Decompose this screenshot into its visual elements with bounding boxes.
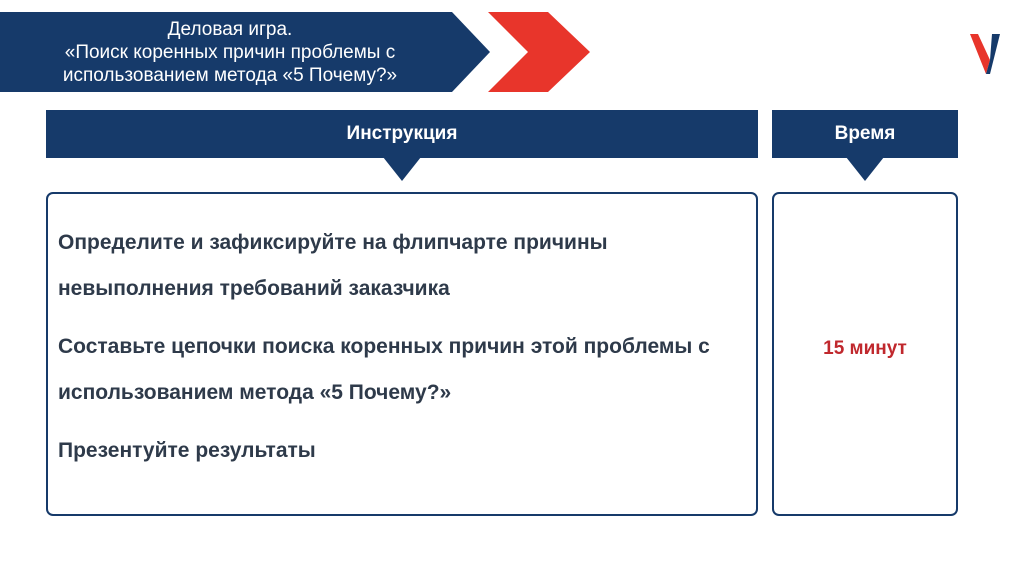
time-box [772,192,958,516]
instruction-item: Презентуйте результаты [58,439,316,462]
arrow-down-icon [846,157,884,183]
time-header [772,110,958,158]
red-chevron-icon [488,12,592,92]
page-title [0,12,460,92]
time-value: 15 минут [823,338,907,359]
title-line-1: Деловая игра. [167,18,293,40]
title-line-3: использованием метода «5 Почему?» [62,64,398,86]
instruction-item: Составьте цепочки поиска коренных причин этой проблемы с использованием метода «5 Почему?» [58,335,710,404]
title-banner [0,12,490,92]
title-line-2: «Поиск коренных причин проблемы с [64,41,396,63]
instruction-item: Определите и зафиксируйте на флипчарте причины невыполнения требований заказчика [58,231,608,300]
instruction-box [46,192,758,516]
logo-icon [966,30,1006,78]
time-header-label: Время [834,123,896,144]
arrow-down-icon [383,157,421,183]
instruction-header [46,110,758,158]
instruction-header-label: Инструкция [346,123,458,144]
